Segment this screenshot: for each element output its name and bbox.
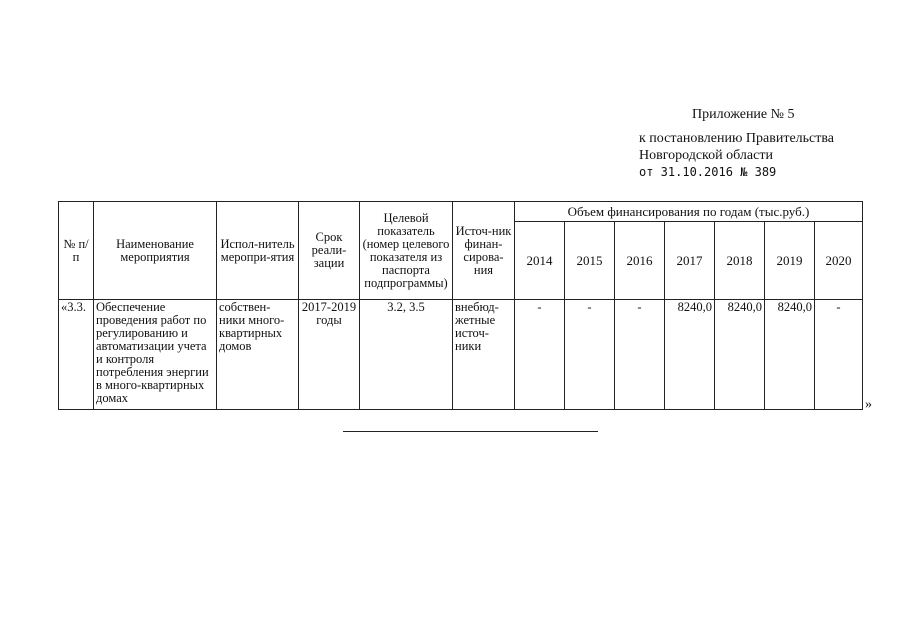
appendix-region-line: Новгородской области xyxy=(639,148,773,163)
header-source: Источ-ник финан-сирова-ния xyxy=(453,202,515,300)
header-term: Срок реали-зации xyxy=(299,202,360,300)
row-executor: собствен-ники много-квартирных домов xyxy=(217,300,299,410)
row-value: - xyxy=(565,300,615,410)
row-value: - xyxy=(615,300,665,410)
header-target: Целевой показатель (номер целевого показателя из паспорта подпрограммы) xyxy=(360,202,453,300)
year-cell: 2014 xyxy=(515,222,565,300)
row-value: 8240,0 xyxy=(715,300,765,410)
row-value: - xyxy=(515,300,565,410)
year-cell: 2018 xyxy=(715,222,765,300)
header-row xyxy=(59,202,863,222)
separator-line xyxy=(343,431,598,432)
row-source: внебюд-жетные источ-ники xyxy=(453,300,515,410)
appendix-decree-line: к постановлению Правительства xyxy=(639,131,835,146)
closing-quote: » xyxy=(865,397,872,412)
year-cell: 2020 xyxy=(815,222,863,300)
table-row xyxy=(59,300,863,410)
year-cell: 2016 xyxy=(615,222,665,300)
row-num: «3.3. xyxy=(59,300,94,410)
activities-table xyxy=(58,201,863,410)
year-cell: 2017 xyxy=(665,222,715,300)
row-name: Обеспечение проведения работ по регулированию и автоматизации учета и контроля потребления энергии в много-квартирных домах xyxy=(94,300,217,410)
appendix-date-line: от 31.10.2016 № 389 xyxy=(639,165,777,179)
row-target: 3.2, 3.5 xyxy=(360,300,453,410)
row-value: 8240,0 xyxy=(665,300,715,410)
header-funding: Объем финансирования по годам (тыс.руб.) xyxy=(515,202,863,222)
row-value: - xyxy=(815,300,863,410)
appendix-title: Приложение № 5 xyxy=(692,107,795,122)
header-name: Наименование мероприятия xyxy=(94,202,217,300)
header-executor: Испол-нитель меропри-ятия xyxy=(217,202,299,300)
year-cell: 2015 xyxy=(565,222,615,300)
header-num: № п/п xyxy=(59,202,94,300)
row-value: 8240,0 xyxy=(765,300,815,410)
row-term: 2017-2019 годы xyxy=(299,300,360,410)
year-cell: 2019 xyxy=(765,222,815,300)
